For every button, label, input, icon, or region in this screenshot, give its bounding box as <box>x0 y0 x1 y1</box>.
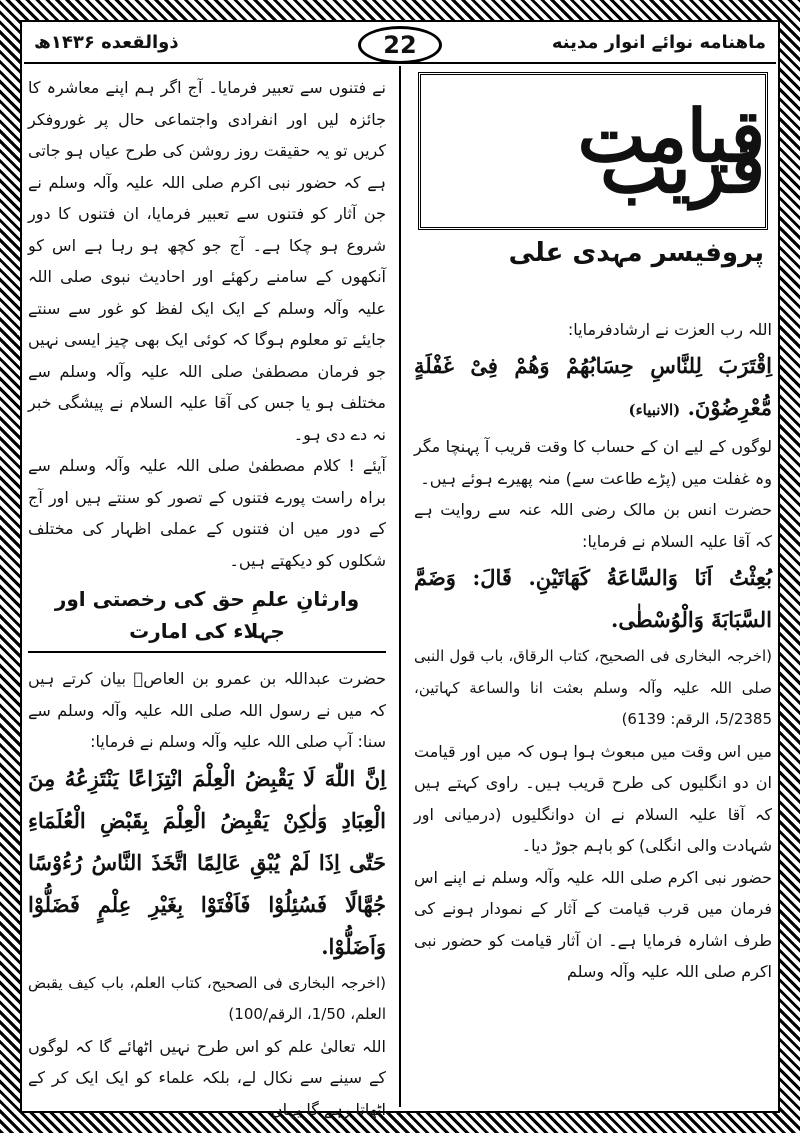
paragraph: آیئے ! کلام مصطفیٰ صلی اللہ علیہ وآلہ وسلم سے براہ راست پورے فتنوں کے تصور کو سنتے ہیں اور آج کے دور میں ان فتنوں کے عملی اظہار کی مختلف شکلوں کو دیکھتے ہیں۔ <box>28 456 386 570</box>
narration-text: حضرت انس بن مالک رضی اللہ عنہ سے روایت ہے کہ آقا علیہ السلام نے فرمایا: <box>414 500 772 551</box>
hadith-reference: (اخرجہ البخاری فی الصحیح، کتاب الرقاق، باب قول النبی صلی اللہ علیہ وآلہ وسلم بعثت انا والساعة کہاتین، 5/2385، الرقم: 6139) <box>414 647 772 728</box>
hadith-reference: (اخرجہ البخاری فی الصحیح، کتاب العلم، باب کیف یقبض العلم، 1/50، الرقم/100) <box>28 973 386 1023</box>
hadith-text: بُعِثْتُ اَنَا وَالسَّاعَةُ كَهَاتَيْنِ. قَالَ: وَضَمَّ السَّبَابَةَ وَالْوُسْطٰى. <box>414 565 772 632</box>
section-heading: وارثانِ علمِ حق کی رخصتی اور جہلاء کی امارت <box>28 584 386 653</box>
paragraph: نے فتنوں سے تعبیر فرمایا۔ آج اگر ہم اپنے معاشرہ کا جائزہ لیں اور انفرادی واجتماعی حال پر غوروفکر کریں تو یہ حقیقت روز روشن کی طرح عیاں ہو جاتی ہے کہ حضور نبی اکرم صلی اللہ علیہ وآلہ وسلم نے جن آثار کو فتنوں سے تعبیر فرمایا، ان فتنوں کا دور شروع ہو چکا ہے۔ آج جو کچھ ہو رہا ہے اس کو آنکھوں کے سامنے رکھئے اور احادیث نبوی صلی اللہ علیہ وآلہ وسلم کے ایک ایک لفظ کو غور سے سنتے جایئے تو معلوم ہوگا کہ کوئی ایک بھی چیز ایسی نہیں جو فرمان مصطفیٰ صلی اللہ علیہ وآلہ وسلم سے مختلف ہو یا جس کی آقا علیہ السلام نے پیشگی خبر نہ دے دی ہو۔ <box>28 78 386 444</box>
paragraph: اللہ تعالیٰ علم کو اس طرح نہیں اٹھائے گا کہ لوگوں کے سینے سے نکال لے، بلکہ علماء کو ایک ایک کر کے اٹھاتا رہے گا یہاں <box>28 1036 386 1119</box>
hadith-text: اِنَّ اللّٰهَ لَا يَقْبِضُ الْعِلْمَ انْتِزَاعًا يَنْتَزِعُهُ مِنَ الْعِبَادِ وَلٰكِنْ يَقْبِضُ الْعِلْمَ بِقَبْضِ الْعُلَمَاءِ حَتّٰى اِذَا لَمْ يُبْقِ عَالِمًا اتَّخَذَ النَّاسُ رُءُوْسًا جُهَّالًا فَسُئِلُوْا فَاَفْتَوْا بِغَيْرِ عِلْمٍ فَضَلُّوْا وَاَضَلُّوْا. <box>28 765 386 959</box>
right-column <box>414 72 772 1107</box>
paragraph: میں اس وقت میں مبعوث ہوا ہوں کہ میں اور قیامت ان دو انگلیوں کی طرح قریب ہیں۔ راوی کہتے ہیں کہ آقا علیہ السلام نے ان دوانگلیوں (درمیانی اور شہادت والی انگلی) کو باہم جوڑ دیا۔ <box>414 741 772 855</box>
page-number: 22 <box>358 26 442 64</box>
column-divider <box>399 66 401 1107</box>
verse-translation: لوگوں کے لیے ان کے حساب کا وقت قریب آ پہنچا مگر وہ غفلت میں (پڑے طاعت سے) منہ پھیرے ہوئے ہیں۔ <box>414 437 772 488</box>
quran-verse: اِقْتَرَبَ لِلنَّاسِ حِسَابُهُمْ وَهُمْ فِیْ غَفْلَةٍ مُّعْرِضُوْنَ. (الانبیاء) <box>414 353 772 420</box>
article-author: پروفیسر مہدی علی <box>508 238 764 268</box>
paragraph: حضور نبی اکرم صلی اللہ علیہ وآلہ وسلم نے اپنے اس فرمان میں قرب قیامت کے آثار کے نمودار ہونے کی طرف اشارہ فرمایا ہے۔ ان آثار قیامت کو حضور نبی اکرم صلی اللہ علیہ وآلہ وسلم <box>414 867 772 981</box>
paragraph: حضرت عبداللہ بن عمرو بن العاصؓ بیان کرتے ہیں کہ میں نے رسول اللہ صلی اللہ علیہ وآلہ وسلم سے سنا: آپ صلی اللہ علیہ وآلہ وسلم نے فرمایا: <box>28 669 386 751</box>
article-title: قیامت قریب <box>577 92 765 209</box>
left-column <box>28 72 386 1119</box>
magazine-name: ماهنامه نوائے انوار مدینه <box>551 31 766 53</box>
issue-date: ذوالقعده ۱۴۳۶ھ <box>34 31 179 53</box>
intro-text: اللہ رب العزت نے ارشادفرمایا: <box>567 319 772 339</box>
title-box <box>418 72 768 230</box>
